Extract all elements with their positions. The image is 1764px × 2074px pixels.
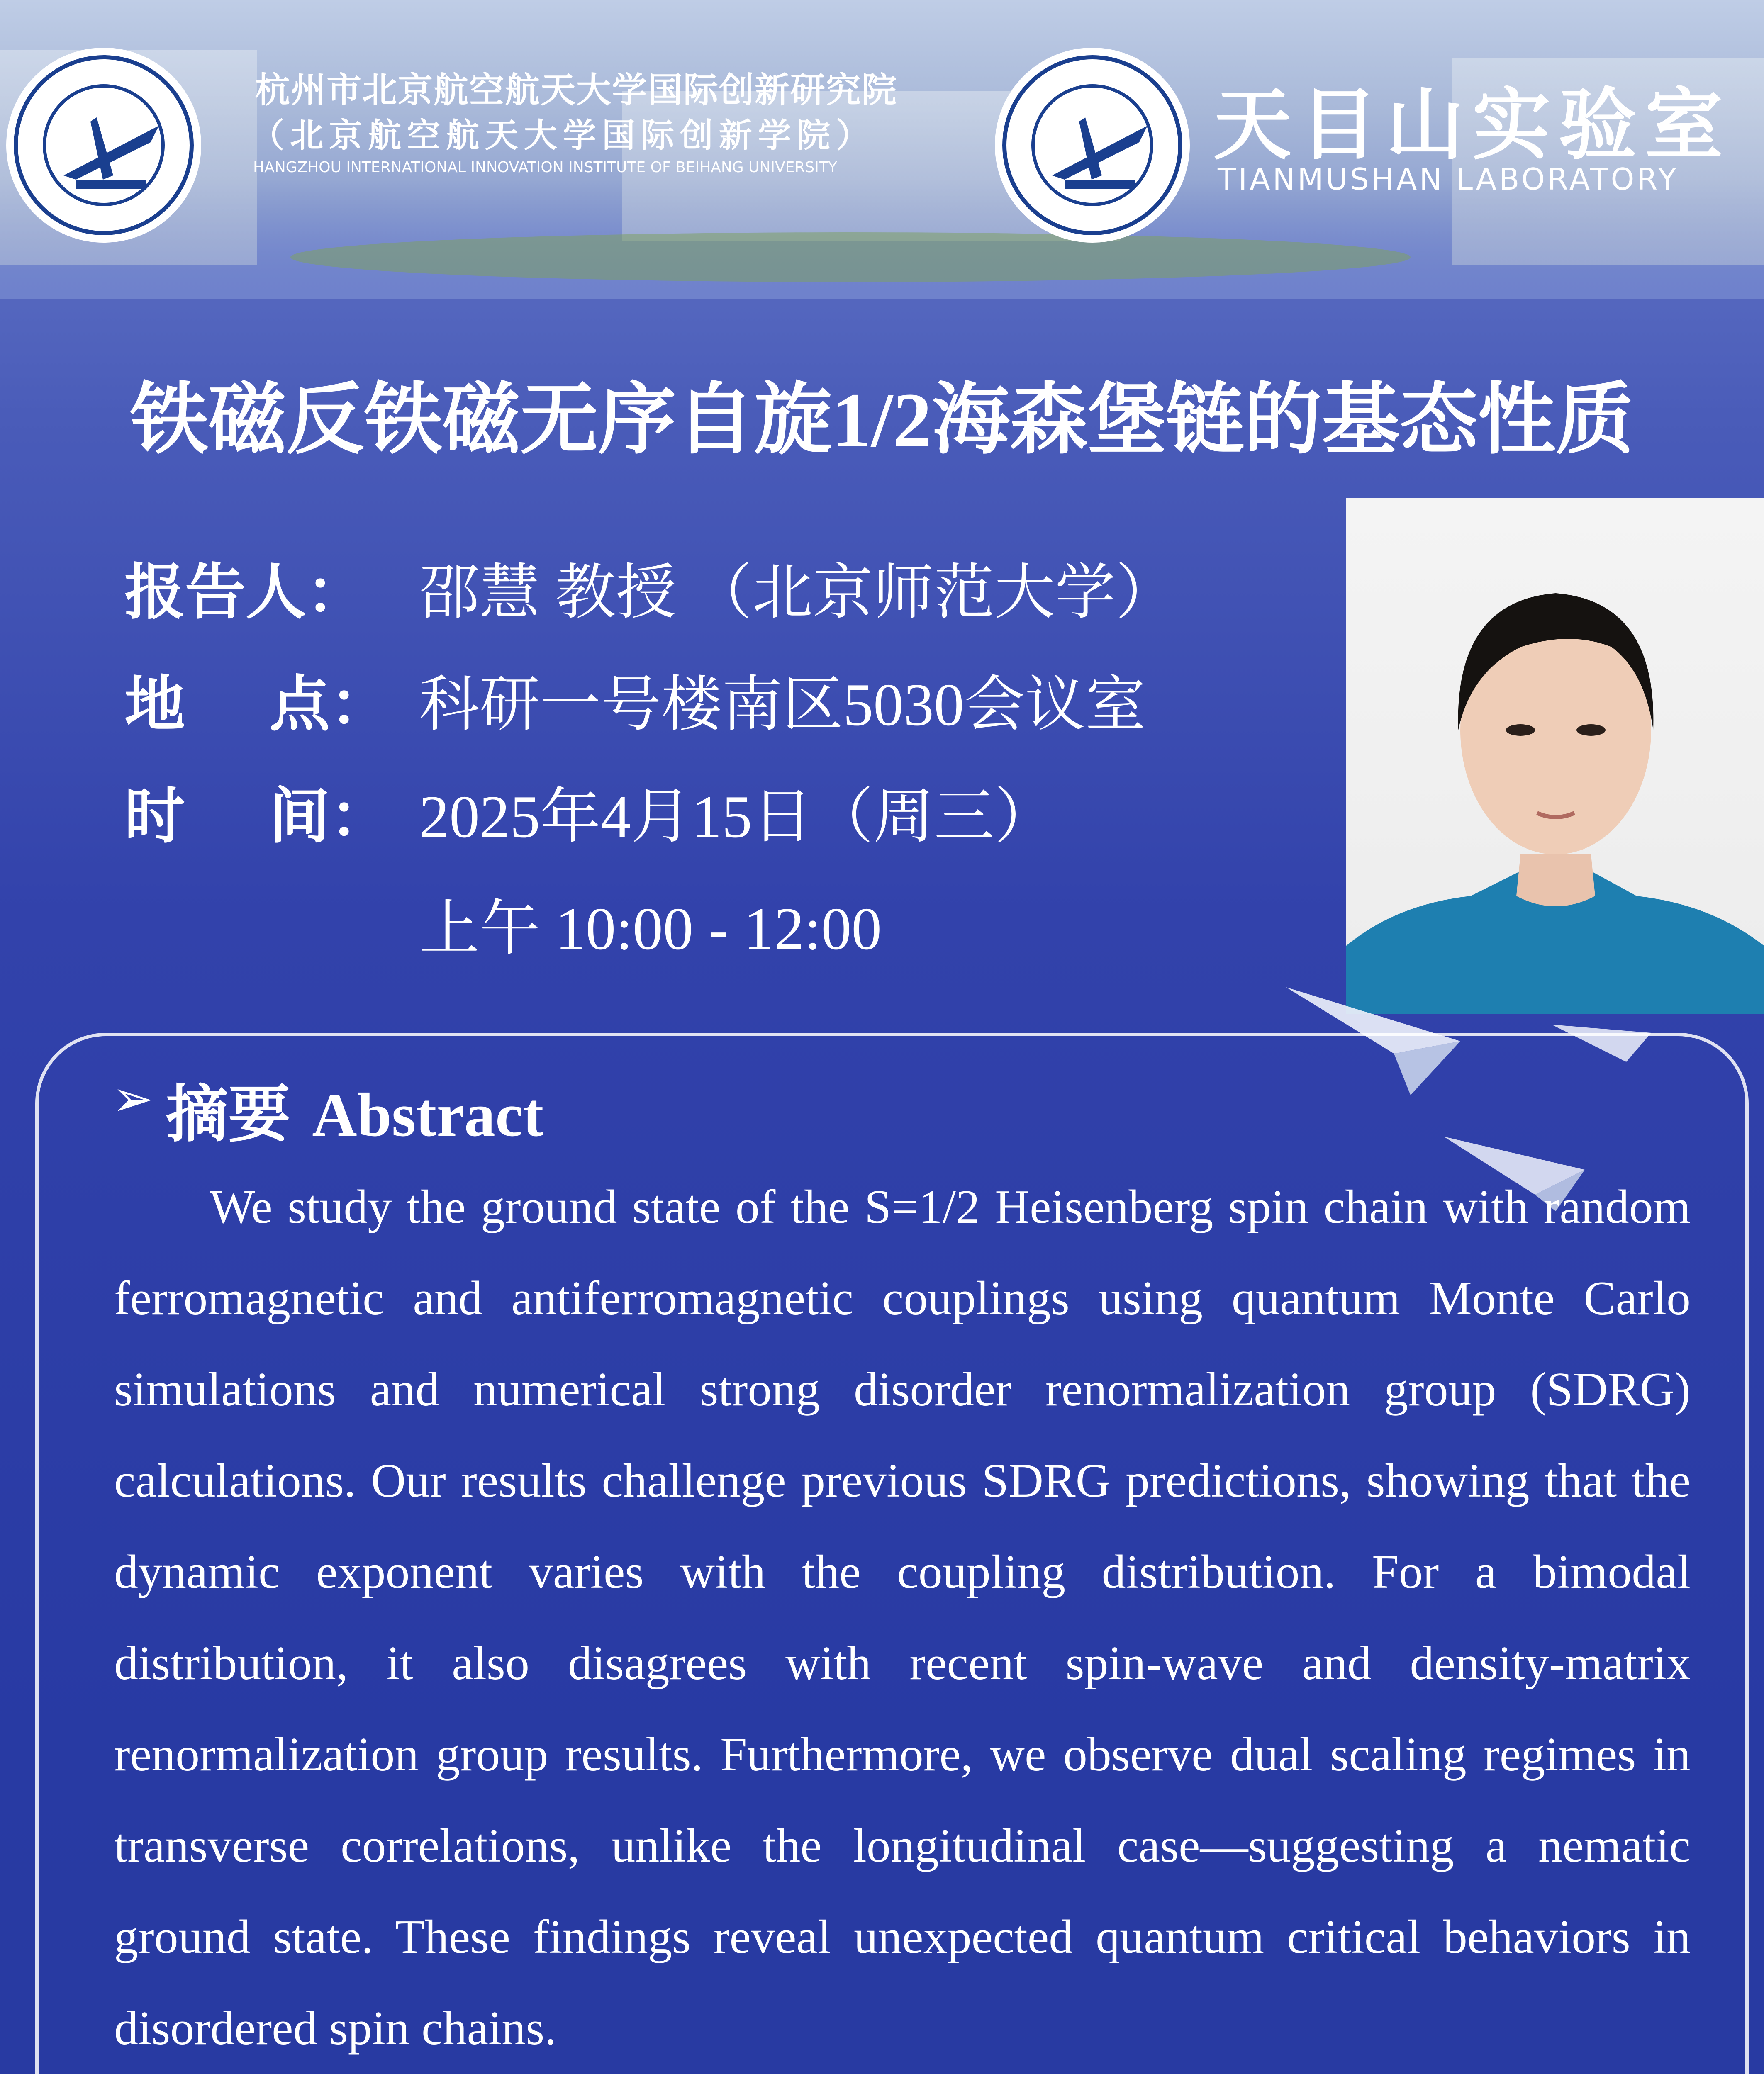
header-banner: [0, 0, 1764, 299]
time-value-hours: 上午 10:00 - 12:00: [419, 895, 882, 962]
lab-name-cn: 天目山实验室: [1213, 79, 1731, 170]
institute-name-cn: 杭州市北京航空航天大学国际创新研究院: [255, 70, 898, 110]
time-value: 2025年4月15日（周三）: [419, 783, 1055, 850]
beihang-seal-logo-2: [995, 48, 1190, 243]
abstract-heading-en: Abstract: [312, 1081, 544, 1149]
airplane-emblem-icon: [14, 55, 209, 250]
location-label: 地 点：: [124, 669, 391, 740]
institute-name-en: HANGZHOU INTERNATIONAL INNOVATION INSTITUTE OF BEIHANG UNIVERSITY: [253, 159, 837, 176]
institute-subname-cn: （北京航空航天大学国际创新学院）: [251, 116, 875, 155]
location-value: 科研一号楼南区5030会议室: [419, 671, 1146, 738]
speaker-photo: [1346, 498, 1764, 1014]
arrow-bullet-icon: ➢: [112, 1070, 154, 1128]
speaker-label: 报告人：: [124, 557, 367, 628]
abstract-heading-cn: 摘要: [166, 1078, 291, 1151]
seminar-title: 铁磁反铁磁无序自旋1/2海森堡链的基态性质: [130, 377, 1634, 463]
time-label: 时 间：: [124, 781, 391, 852]
lab-name-en: TIANMUSHAN LABORATORY: [1218, 162, 1679, 197]
beihang-seal-logo: [6, 48, 201, 243]
airplane-emblem-icon: [1002, 55, 1197, 250]
abstract-heading: [166, 1064, 543, 1154]
lawn: [290, 232, 1411, 282]
speaker-portrait-image: [1346, 498, 1764, 1014]
speaker-value: 邵慧 教授 （北京师范大学）: [419, 559, 1176, 626]
abstract-text: We study the ground state of the S=1/2 Heisenberg spin chain with random ferromagnetic and antiferromagnetic couplings using quantum Monte Carlo simulations and numerical strong disorder renormalization group (SDRG) calculations. Our results challenge previous SDRG predictions, showing that the dynamic exponent varies with the coupling distribution. For a bimodal distribution, it also disagrees with recent spin-wave and density-matrix renormalization group results. Furthermore, we observe dual scaling regimes in transverse correlations, unlike the longitudinal case—suggesting a nematic ground state. These findings reveal unexpected quantum critical behaviors in disordered spin chains.: [114, 1181, 1691, 2055]
